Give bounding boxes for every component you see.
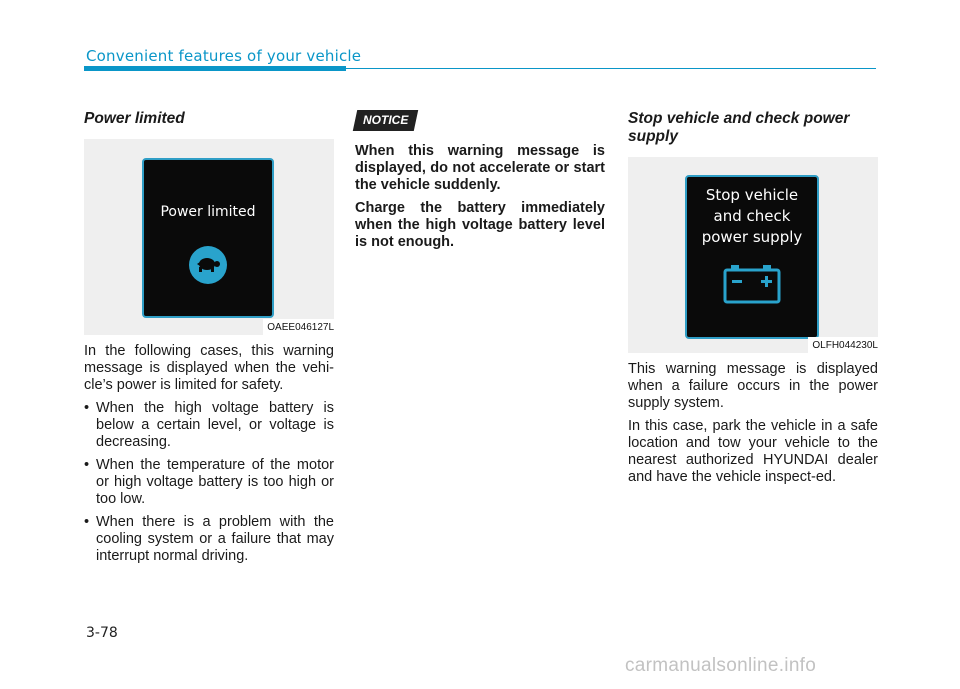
figure-power-limited	[84, 139, 334, 335]
notice-paragraph: When this warning message is displayed, do not accelerate or start the vehicle suddenly.	[355, 143, 605, 193]
bullet-list	[84, 400, 334, 565]
column-power-limited	[84, 110, 334, 571]
cluster-display	[142, 158, 274, 318]
section-title-stop-vehicle: Stop vehicle and check power supply	[628, 110, 850, 145]
intro-paragraph: In the following cases, this warning message is displayed when the vehi-cle’s power is limited for safety.	[84, 343, 334, 393]
battery-icon	[723, 263, 781, 310]
list-item: • When the high voltage battery is below a certain level, or voltage is decreasing.	[84, 400, 334, 451]
turtle-icon	[189, 246, 227, 284]
display-message: Stop vehicle and check power supply	[701, 186, 803, 246]
cluster-display	[685, 175, 819, 339]
header-rule-thin	[346, 68, 876, 69]
watermark: carmanualsonline.info	[625, 655, 817, 676]
header-rule-thick	[84, 66, 346, 71]
list-item: • When there is a problem with the cooling system or a failure that may interrupt normal driving.	[84, 514, 334, 565]
body-paragraph: This warning message is displayed when a failure occurs in the power supply system.	[628, 361, 878, 411]
column-stop-vehicle	[628, 110, 878, 492]
list-item: • When the temperature of the motor or high voltage battery is too high or too low.	[84, 457, 334, 508]
column-notice	[355, 110, 605, 257]
page-number: 3-78	[86, 625, 118, 641]
display-message: Power limited	[160, 204, 256, 220]
notice-badge: NOTICE	[353, 110, 419, 131]
notice-paragraph: Charge the battery immediately when the high voltage battery level is not enough.	[355, 200, 605, 250]
section-title-power-limited: Power limited	[84, 110, 185, 127]
body-paragraph: In this case, park the vehicle in a safe location and tow your vehicle to the nearest authorized HYUNDAI dealer and have the vehicle inspect-ed.	[628, 418, 878, 485]
figure-code: OLFH044230L	[808, 337, 878, 354]
figure-code: OAEE046127L	[263, 319, 334, 336]
section-header-title: Convenient features of your vehicle	[86, 47, 362, 65]
figure-stop-vehicle	[628, 157, 878, 353]
